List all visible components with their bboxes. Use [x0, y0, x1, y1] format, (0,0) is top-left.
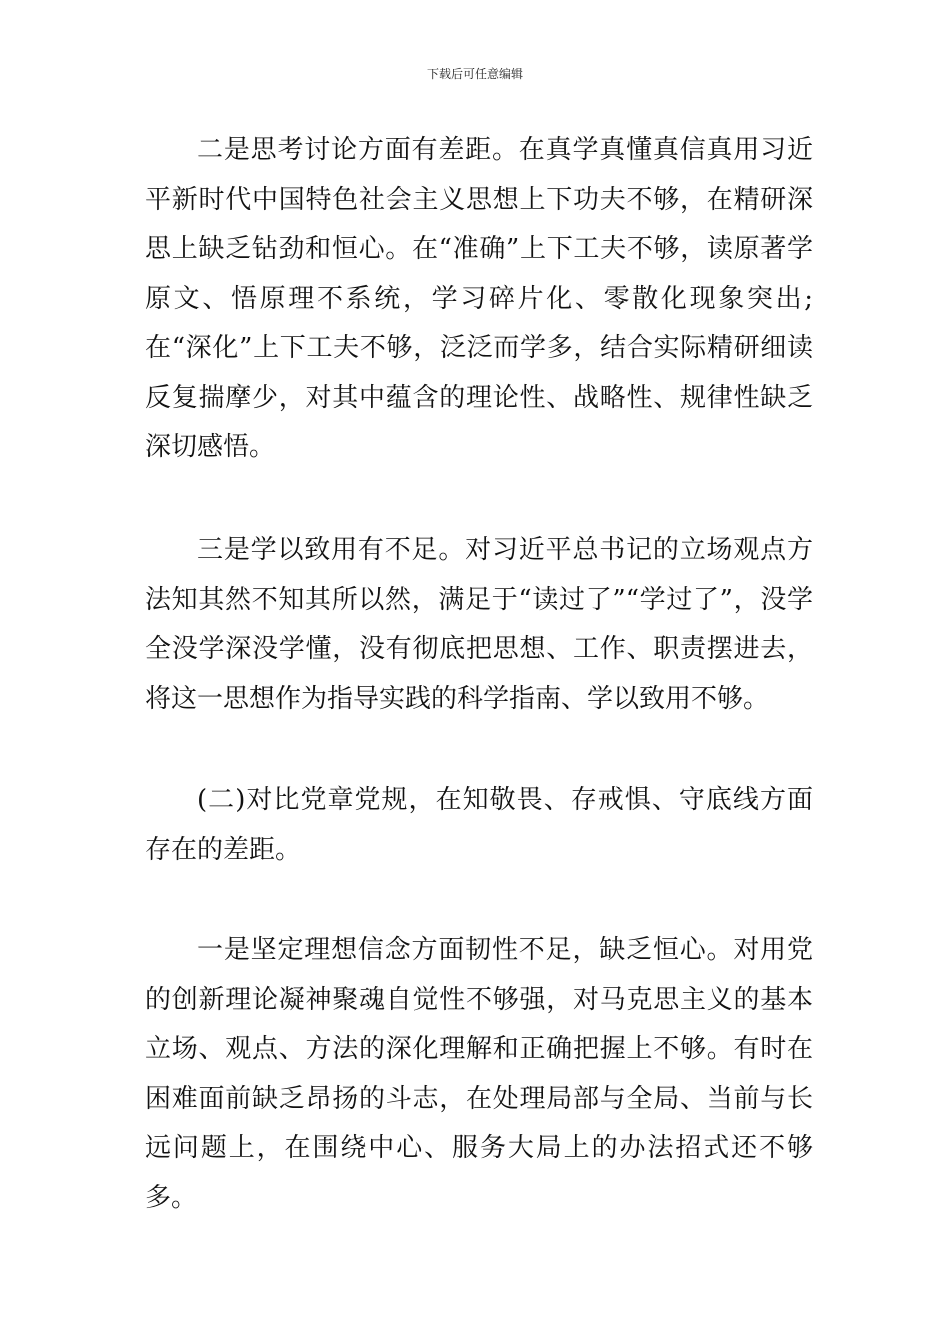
paragraph-application-shortfall: 三是学以致用有不足。对习近平总书记的立场观点方法知其然不知其所以然，满足于“读过了”“学过了”，没学全没学深没学懂，没有彻底把思想、工作、职责摆进去，将这一思想作为指导实践的科学指南、学以致用不够。: [145, 535, 813, 714]
paragraph-ideals-beliefs-gap: 一是坚定理想信念方面韧性不足，缺乏恒心。对用党的创新理论凝神聚魂自觉性不够强，对马克思主义的基本立场、观点、方法的深化理解和正确把握上不够。有时在困难面前缺乏昂扬的斗志，在处理局部与全局、当前与长远问题上，在围绕中心、服务大局上的办法招式还不够多。: [145, 935, 813, 1213]
paragraph-section-two-heading: (二)对比党章党规，在知敬畏、存戒惧、守底线方面存在的差距。: [145, 785, 813, 865]
header-note: 下载后可任意编辑: [426, 67, 523, 81]
paragraph-thinking-discussion-gap: 二是思考讨论方面有差距。在真学真懂真信真用习近平新时代中国特色社会主义思想上下功夫不够，在精研深思上缺乏钻劲和恒心。在“准确”上下工夫不够，读原著学原文、悟原理不系统，学习碎片化、零散化现象突出;在“深化”上下工夫不够，泛泛而学多，结合实际精研细读反复揣摩少，对其中蕴含的理论性、战略性、规律性缺乏深切感悟。: [145, 135, 813, 462]
